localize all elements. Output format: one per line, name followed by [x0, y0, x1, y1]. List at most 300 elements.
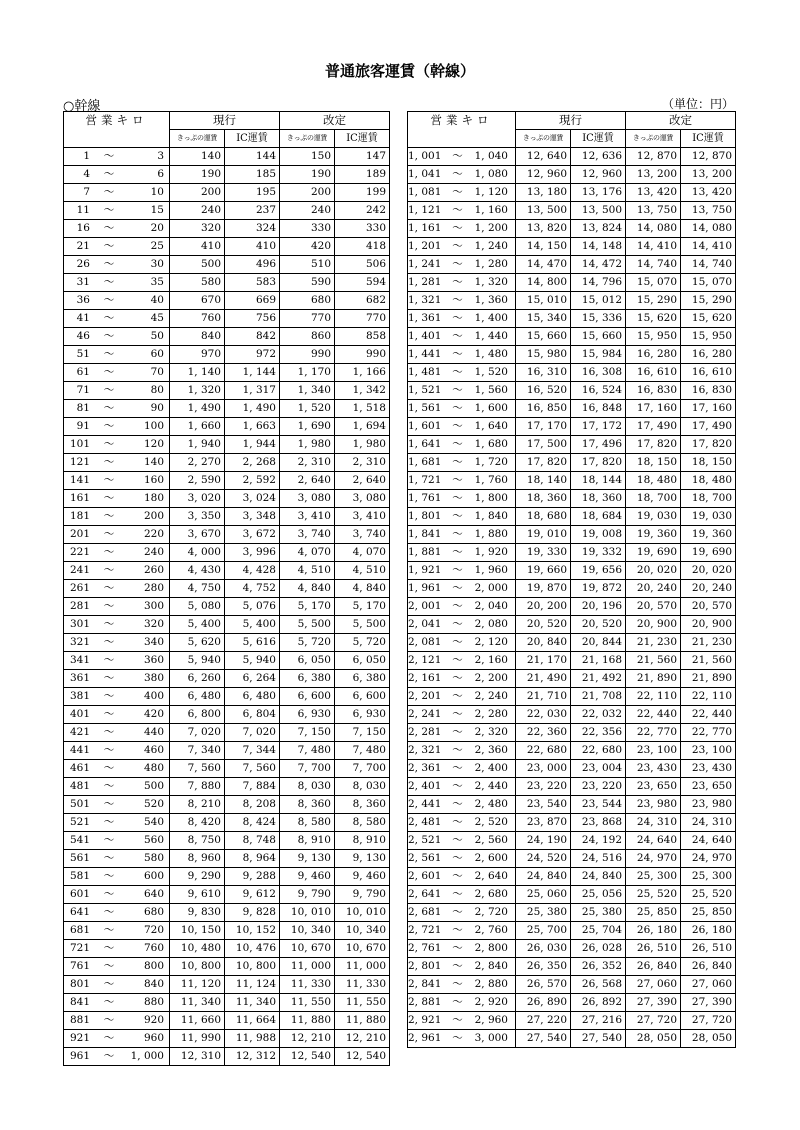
range-tilde: 〜 [103, 1050, 115, 1062]
distance-range [408, 328, 516, 346]
range-tilde: 〜 [452, 312, 463, 324]
range-to: 1, 680 [474, 438, 508, 450]
distance-range [408, 184, 516, 202]
distance-range [408, 454, 516, 472]
current-ticket-fare: 8, 960 [170, 850, 225, 868]
revised-ic-fare: 12, 210 [335, 1030, 390, 1048]
table-row [64, 418, 390, 436]
table-row [408, 346, 736, 364]
range-to: 2, 160 [474, 654, 508, 666]
range-tilde: 〜 [452, 492, 463, 504]
current-ticket-fare: 17, 170 [516, 418, 571, 436]
revised-ic-fare: 21, 230 [681, 634, 736, 652]
range-tilde: 〜 [452, 258, 463, 270]
current-ticket-fare: 8, 210 [170, 796, 225, 814]
range-to: 2, 760 [474, 924, 508, 936]
distance-range [64, 382, 170, 400]
table-row [64, 868, 390, 886]
current-ticket-fare: 14, 800 [516, 274, 571, 292]
range-to: 1, 720 [474, 456, 508, 468]
table-row [64, 508, 390, 526]
current-ic-fare: 9, 828 [225, 904, 280, 922]
current-ticket-fare: 23, 000 [516, 760, 571, 778]
distance-range [64, 562, 170, 580]
range-from: 61 [76, 366, 90, 378]
range-from: 26 [76, 258, 90, 270]
current-ic-fare: 17, 496 [571, 436, 626, 454]
distance-range [408, 436, 516, 454]
range-tilde: 〜 [103, 258, 115, 270]
revised-ic-fare: 20, 240 [681, 580, 736, 598]
range-tilde: 〜 [103, 276, 115, 288]
range-to: 1, 520 [474, 366, 508, 378]
distance-range [408, 850, 516, 868]
table-row [64, 706, 390, 724]
range-to: 220 [143, 528, 164, 540]
range-to: 1, 560 [474, 384, 508, 396]
range-tilde: 〜 [452, 186, 463, 198]
range-to: 80 [150, 384, 164, 396]
range-tilde: 〜 [452, 420, 463, 432]
current-ic-fare: 15, 660 [571, 328, 626, 346]
revised-ic-fare: 189 [335, 166, 390, 184]
revised-ticket-fare: 16, 830 [626, 382, 681, 400]
revised-ticket-fare: 21, 230 [626, 634, 681, 652]
range-tilde: 〜 [103, 636, 115, 648]
range-to: 520 [143, 798, 164, 810]
revised-ticket-fare: 19, 360 [626, 526, 681, 544]
revised-ic-fare: 26, 840 [681, 958, 736, 976]
range-tilde: 〜 [103, 780, 115, 792]
current-ic-fare: 19, 332 [571, 544, 626, 562]
range-to: 360 [143, 654, 164, 666]
revised-ic-fare: 17, 490 [681, 418, 736, 436]
revised-ticket-fare: 5, 170 [280, 598, 335, 616]
range-tilde: 〜 [103, 438, 115, 450]
current-ticket-fare: 20, 840 [516, 634, 571, 652]
table-row [64, 814, 390, 832]
header-current-ticket: きっぷの運賃 [516, 130, 571, 148]
current-ticket-fare: 25, 700 [516, 922, 571, 940]
range-to: 540 [143, 816, 164, 828]
current-ic-fare: 27, 540 [571, 1030, 626, 1048]
revised-ic-fare: 770 [335, 310, 390, 328]
current-ticket-fare: 9, 290 [170, 868, 225, 886]
range-from: 541 [69, 834, 90, 846]
current-ic-fare: 22, 032 [571, 706, 626, 724]
table-row [64, 850, 390, 868]
range-tilde: 〜 [103, 798, 115, 810]
revised-ic-fare: 23, 100 [681, 742, 736, 760]
current-ticket-fare: 18, 680 [516, 508, 571, 526]
revised-ic-fare: 4, 070 [335, 544, 390, 562]
table-row [64, 400, 390, 418]
range-tilde: 〜 [452, 870, 463, 882]
range-tilde: 〜 [452, 654, 463, 666]
revised-ticket-fare: 15, 290 [626, 292, 681, 310]
range-to: 400 [143, 690, 164, 702]
revised-ic-fare: 27, 060 [681, 976, 736, 994]
fare-table-right [407, 111, 736, 1048]
table-row [408, 256, 736, 274]
range-from: 101 [69, 438, 90, 450]
current-ticket-fare: 14, 150 [516, 238, 571, 256]
revised-ticket-fare: 19, 690 [626, 544, 681, 562]
current-ic-fare: 21, 708 [571, 688, 626, 706]
current-ticket-fare: 9, 830 [170, 904, 225, 922]
current-ic-fare: 17, 820 [571, 454, 626, 472]
header-current-ic: IC運賃 [571, 130, 626, 148]
current-ticket-fare: 24, 190 [516, 832, 571, 850]
current-ticket-fare: 21, 490 [516, 670, 571, 688]
range-from: 801 [69, 978, 90, 990]
range-tilde: 〜 [452, 330, 463, 342]
distance-range [64, 742, 170, 760]
current-ic-fare: 972 [225, 346, 280, 364]
current-ic-fare: 1, 317 [225, 382, 280, 400]
range-from: 2, 321 [408, 744, 442, 756]
revised-ic-fare: 4, 840 [335, 580, 390, 598]
range-to: 1, 480 [474, 348, 508, 360]
revised-ticket-fare: 27, 390 [626, 994, 681, 1012]
table-row [64, 652, 390, 670]
revised-ticket-fare: 16, 280 [626, 346, 681, 364]
current-ic-fare: 324 [225, 220, 280, 238]
range-tilde: 〜 [103, 762, 115, 774]
range-from: 1, 361 [408, 312, 442, 324]
range-from: 2, 041 [408, 618, 442, 630]
range-from: 1, 921 [408, 564, 442, 576]
unit-label: （単位：円） [661, 97, 734, 111]
current-ticket-fare: 500 [170, 256, 225, 274]
revised-ic-fare: 6, 600 [335, 688, 390, 706]
range-tilde: 〜 [103, 978, 115, 990]
table-row [408, 958, 736, 976]
table-row [408, 652, 736, 670]
revised-ticket-fare: 20, 900 [626, 616, 681, 634]
revised-ic-fare: 22, 770 [681, 724, 736, 742]
distance-range [64, 1012, 170, 1030]
revised-ticket-fare: 24, 310 [626, 814, 681, 832]
current-ic-fare: 2, 592 [225, 472, 280, 490]
current-ic-fare: 9, 288 [225, 868, 280, 886]
table-row [408, 328, 736, 346]
revised-ic-fare: 8, 910 [335, 832, 390, 850]
revised-ic-fare: 14, 410 [681, 238, 736, 256]
range-from: 1, 081 [408, 186, 442, 198]
revised-ticket-fare: 21, 560 [626, 652, 681, 670]
current-ic-fare: 11, 664 [225, 1012, 280, 1030]
range-to: 800 [143, 960, 164, 972]
range-to: 1, 600 [474, 402, 508, 414]
revised-ticket-fare: 6, 600 [280, 688, 335, 706]
range-to: 2, 680 [474, 888, 508, 900]
range-tilde: 〜 [103, 996, 115, 1008]
range-tilde: 〜 [452, 798, 463, 810]
revised-ticket-fare: 680 [280, 292, 335, 310]
current-ic-fare: 18, 684 [571, 508, 626, 526]
current-ticket-fare: 5, 620 [170, 634, 225, 652]
range-tilde: 〜 [103, 420, 115, 432]
table-row [408, 508, 736, 526]
current-ticket-fare: 23, 220 [516, 778, 571, 796]
range-from: 1, 881 [408, 546, 442, 558]
revised-ic-fare: 8, 360 [335, 796, 390, 814]
range-tilde: 〜 [103, 150, 115, 162]
revised-ic-fare: 11, 880 [335, 1012, 390, 1030]
distance-range [64, 580, 170, 598]
range-to: 840 [143, 978, 164, 990]
range-to: 580 [143, 852, 164, 864]
current-ic-fare: 11, 988 [225, 1030, 280, 1048]
revised-ticket-fare: 26, 510 [626, 940, 681, 958]
distance-range [64, 904, 170, 922]
current-ic-fare: 21, 492 [571, 670, 626, 688]
range-from: 341 [69, 654, 90, 666]
range-from: 881 [69, 1014, 90, 1026]
range-tilde: 〜 [452, 294, 463, 306]
range-tilde: 〜 [452, 690, 463, 702]
table-row [408, 976, 736, 994]
range-from: 581 [69, 870, 90, 882]
current-ticket-fare: 240 [170, 202, 225, 220]
range-from: 1, 401 [408, 330, 442, 342]
range-from: 1, 561 [408, 402, 442, 414]
table-row [64, 832, 390, 850]
range-from: 2, 721 [408, 924, 442, 936]
revised-ticket-fare: 14, 740 [626, 256, 681, 274]
range-tilde: 〜 [452, 834, 463, 846]
revised-ic-fare: 990 [335, 346, 390, 364]
current-ticket-fare: 1, 320 [170, 382, 225, 400]
current-ticket-fare: 840 [170, 328, 225, 346]
range-from: 1, 041 [408, 168, 442, 180]
current-ticket-fare: 17, 820 [516, 454, 571, 472]
range-to: 1, 440 [474, 330, 508, 342]
current-ticket-fare: 16, 310 [516, 364, 571, 382]
current-ticket-fare: 10, 150 [170, 922, 225, 940]
range-tilde: 〜 [452, 618, 463, 630]
current-ic-fare: 144 [225, 148, 280, 166]
distance-range [64, 886, 170, 904]
revised-ticket-fare: 13, 420 [626, 184, 681, 202]
current-ic-fare: 7, 560 [225, 760, 280, 778]
table-row [408, 940, 736, 958]
table-row [64, 310, 390, 328]
current-ticket-fare: 25, 060 [516, 886, 571, 904]
range-tilde: 〜 [103, 600, 115, 612]
table-row [64, 490, 390, 508]
range-from: 121 [69, 456, 90, 468]
revised-ic-fare: 4, 510 [335, 562, 390, 580]
distance-range [64, 670, 170, 688]
range-from: 16 [76, 222, 90, 234]
range-tilde: 〜 [452, 150, 463, 162]
distance-range [64, 688, 170, 706]
fare-table-left [63, 111, 390, 1066]
current-ticket-fare: 26, 890 [516, 994, 571, 1012]
revised-ic-fare: 3, 740 [335, 526, 390, 544]
distance-range [408, 472, 516, 490]
range-to: 140 [143, 456, 164, 468]
current-ic-fare: 3, 672 [225, 526, 280, 544]
current-ticket-fare: 21, 710 [516, 688, 571, 706]
range-tilde: 〜 [452, 546, 463, 558]
range-tilde: 〜 [452, 582, 463, 594]
range-from: 2, 921 [408, 1014, 442, 1026]
current-ic-fare: 3, 024 [225, 490, 280, 508]
current-ticket-fare: 3, 670 [170, 526, 225, 544]
table-row [64, 562, 390, 580]
revised-ticket-fare: 16, 610 [626, 364, 681, 382]
range-to: 1, 800 [474, 492, 508, 504]
table-row [408, 220, 736, 238]
table-row [408, 418, 736, 436]
revised-ic-fare: 5, 170 [335, 598, 390, 616]
range-from: 201 [69, 528, 90, 540]
revised-ticket-fare: 3, 410 [280, 508, 335, 526]
distance-range [64, 202, 170, 220]
range-to: 2, 920 [474, 996, 508, 1008]
range-from: 71 [76, 384, 90, 396]
revised-ic-fare: 6, 050 [335, 652, 390, 670]
revised-ic-fare: 7, 150 [335, 724, 390, 742]
distance-range [64, 418, 170, 436]
range-to: 680 [143, 906, 164, 918]
table-row [64, 256, 390, 274]
range-to: 1, 080 [474, 168, 508, 180]
table-row [64, 544, 390, 562]
current-ic-fare: 5, 076 [225, 598, 280, 616]
revised-ticket-fare: 11, 330 [280, 976, 335, 994]
table-row [64, 616, 390, 634]
revised-ticket-fare: 26, 180 [626, 922, 681, 940]
revised-ic-fare: 16, 610 [681, 364, 736, 382]
range-from: 381 [69, 690, 90, 702]
range-from: 2, 001 [408, 600, 442, 612]
range-to: 2, 280 [474, 708, 508, 720]
revised-ic-fare: 418 [335, 238, 390, 256]
range-to: 45 [150, 312, 164, 324]
range-to: 1, 000 [130, 1050, 164, 1062]
range-from: 2, 161 [408, 672, 442, 684]
current-ic-fare: 26, 568 [571, 976, 626, 994]
revised-ic-fare: 23, 430 [681, 760, 736, 778]
header-current: 現行 [516, 112, 626, 130]
distance-range [408, 796, 516, 814]
revised-ticket-fare: 12, 870 [626, 148, 681, 166]
revised-ticket-fare: 6, 930 [280, 706, 335, 724]
range-tilde: 〜 [103, 510, 115, 522]
range-to: 1, 320 [474, 276, 508, 288]
range-tilde: 〜 [103, 816, 115, 828]
revised-ticket-fare: 8, 360 [280, 796, 335, 814]
table-row [64, 148, 390, 166]
range-from: 1, 281 [408, 276, 442, 288]
range-from: 401 [69, 708, 90, 720]
table-row [64, 994, 390, 1012]
table-row [64, 958, 390, 976]
range-from: 301 [69, 618, 90, 630]
range-to: 2, 560 [474, 834, 508, 846]
range-to: 640 [143, 888, 164, 900]
revised-ticket-fare: 200 [280, 184, 335, 202]
current-ticket-fare: 23, 540 [516, 796, 571, 814]
range-from: 1, 241 [408, 258, 442, 270]
table-row [408, 382, 736, 400]
current-ticket-fare: 7, 020 [170, 724, 225, 742]
table-row [408, 454, 736, 472]
table-row [408, 562, 736, 580]
range-from: 481 [69, 780, 90, 792]
range-tilde: 〜 [103, 726, 115, 738]
range-tilde: 〜 [103, 330, 115, 342]
current-ic-fare: 8, 424 [225, 814, 280, 832]
revised-ic-fare: 506 [335, 256, 390, 274]
revised-ic-fare: 23, 650 [681, 778, 736, 796]
revised-ic-fare: 23, 980 [681, 796, 736, 814]
range-from: 1, 641 [408, 438, 442, 450]
table-row [64, 688, 390, 706]
range-to: 340 [143, 636, 164, 648]
revised-ticket-fare: 18, 150 [626, 454, 681, 472]
revised-ic-fare: 3, 080 [335, 490, 390, 508]
revised-ticket-fare: 6, 050 [280, 652, 335, 670]
revised-ticket-fare: 510 [280, 256, 335, 274]
current-ic-fare: 496 [225, 256, 280, 274]
range-from: 2, 241 [408, 708, 442, 720]
range-from: 501 [69, 798, 90, 810]
distance-range [64, 724, 170, 742]
distance-range [64, 148, 170, 166]
range-from: 2, 641 [408, 888, 442, 900]
distance-range [408, 760, 516, 778]
table-row [64, 778, 390, 796]
current-ic-fare: 14, 148 [571, 238, 626, 256]
current-ic-fare: 8, 748 [225, 832, 280, 850]
table-row [64, 580, 390, 598]
revised-ticket-fare: 8, 580 [280, 814, 335, 832]
range-to: 1, 880 [474, 528, 508, 540]
table-row [408, 778, 736, 796]
current-ticket-fare: 27, 540 [516, 1030, 571, 1048]
range-to: 2, 720 [474, 906, 508, 918]
revised-ticket-fare: 25, 850 [626, 904, 681, 922]
range-tilde: 〜 [452, 762, 463, 774]
distance-range [408, 652, 516, 670]
revised-ic-fare: 19, 360 [681, 526, 736, 544]
table-row [64, 1048, 390, 1066]
range-from: 36 [76, 294, 90, 306]
revised-ic-fare: 13, 200 [681, 166, 736, 184]
current-ticket-fare: 19, 010 [516, 526, 571, 544]
revised-ic-fare: 27, 390 [681, 994, 736, 1012]
revised-ic-fare: 16, 830 [681, 382, 736, 400]
current-ic-fare: 26, 352 [571, 958, 626, 976]
revised-ticket-fare: 20, 020 [626, 562, 681, 580]
range-to: 500 [143, 780, 164, 792]
revised-ticket-fare: 240 [280, 202, 335, 220]
distance-range [408, 148, 516, 166]
current-ticket-fare: 410 [170, 238, 225, 256]
revised-ticket-fare: 590 [280, 274, 335, 292]
revised-ic-fare: 3, 410 [335, 508, 390, 526]
range-to: 1, 640 [474, 420, 508, 432]
range-tilde: 〜 [452, 672, 463, 684]
revised-ic-fare: 10, 010 [335, 904, 390, 922]
revised-ic-fare: 1, 342 [335, 382, 390, 400]
current-ic-fare: 8, 964 [225, 850, 280, 868]
